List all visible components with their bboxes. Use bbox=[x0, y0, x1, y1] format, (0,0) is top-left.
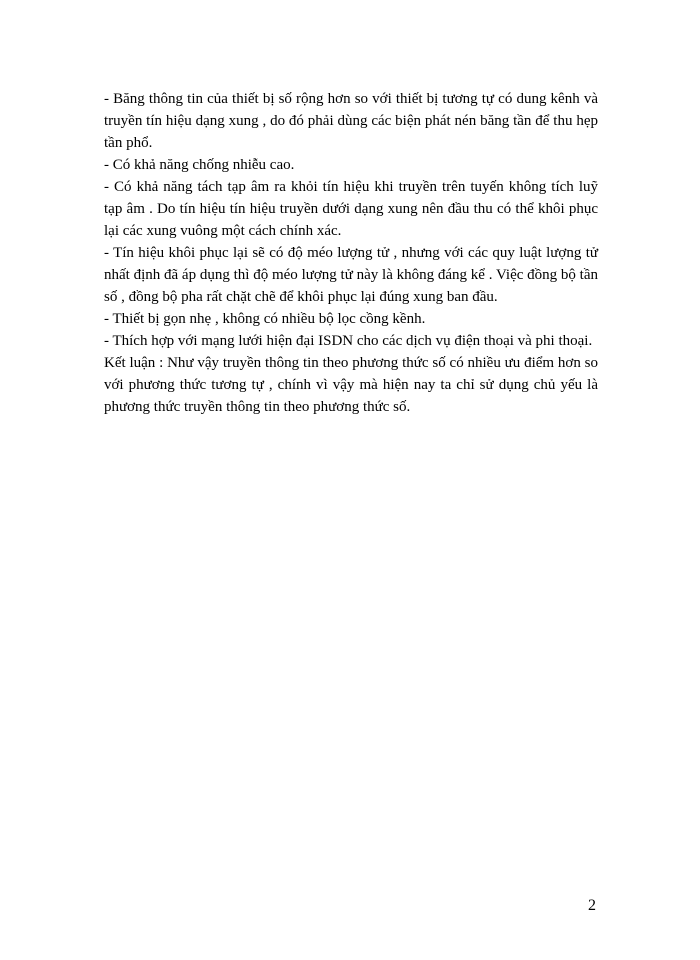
paragraph-noise-separation: - Có khả năng tách tạp âm ra khỏi tín hiệu khi truyền trên tuyến không tích luỹ tạp âm . Do tín hiệu tín hiệu truyền dưới dạng xung nên đầu thu có thể khôi phục lại các xung vuông một cách chính xác. bbox=[104, 179, 598, 239]
paragraph-bandwidth: - Băng thông tin của thiết bị số rộng hơn so với thiết bị tương tự có dung kênh và truyền tín hiệu dạng xung , do đó phải dùng các biện phát nén băng tần để thu hẹp tần phổ. bbox=[104, 91, 598, 151]
paragraph-conclusion: Kết luận : Như vậy truyền thông tin theo phương thức số có nhiều ưu điểm hơn so với phương thức tương tự , chính vì vậy mà hiện nay ta chỉ sử dụng chủ yếu là phương thức truyền thông tin theo phương thức số. bbox=[104, 355, 598, 415]
paragraph-quantization: - Tín hiệu khôi phục lại sẽ có độ méo lượng tử , nhưng với các quy luật lượng tử nhất định đã áp dụng thì độ méo lượng tử này là không đáng kể . Việc đồng bộ tần số , đồng bộ pha rất chặt chẽ để khôi phục lại đúng xung ban đầu. bbox=[104, 245, 598, 305]
paragraph-isdn: - Thích hợp với mạng lưới hiện đại ISDN cho các dịch vụ điện thoại và phi thoại. bbox=[104, 333, 593, 349]
page-number: 2 bbox=[588, 897, 596, 914]
body-text bbox=[104, 88, 598, 418]
paragraph-compact-equipment: - Thiết bị gọn nhẹ , không có nhiều bộ lọc cồng kềnh. bbox=[104, 311, 426, 327]
paragraph-noise-immunity: - Có khả năng chống nhiễu cao. bbox=[104, 157, 295, 173]
